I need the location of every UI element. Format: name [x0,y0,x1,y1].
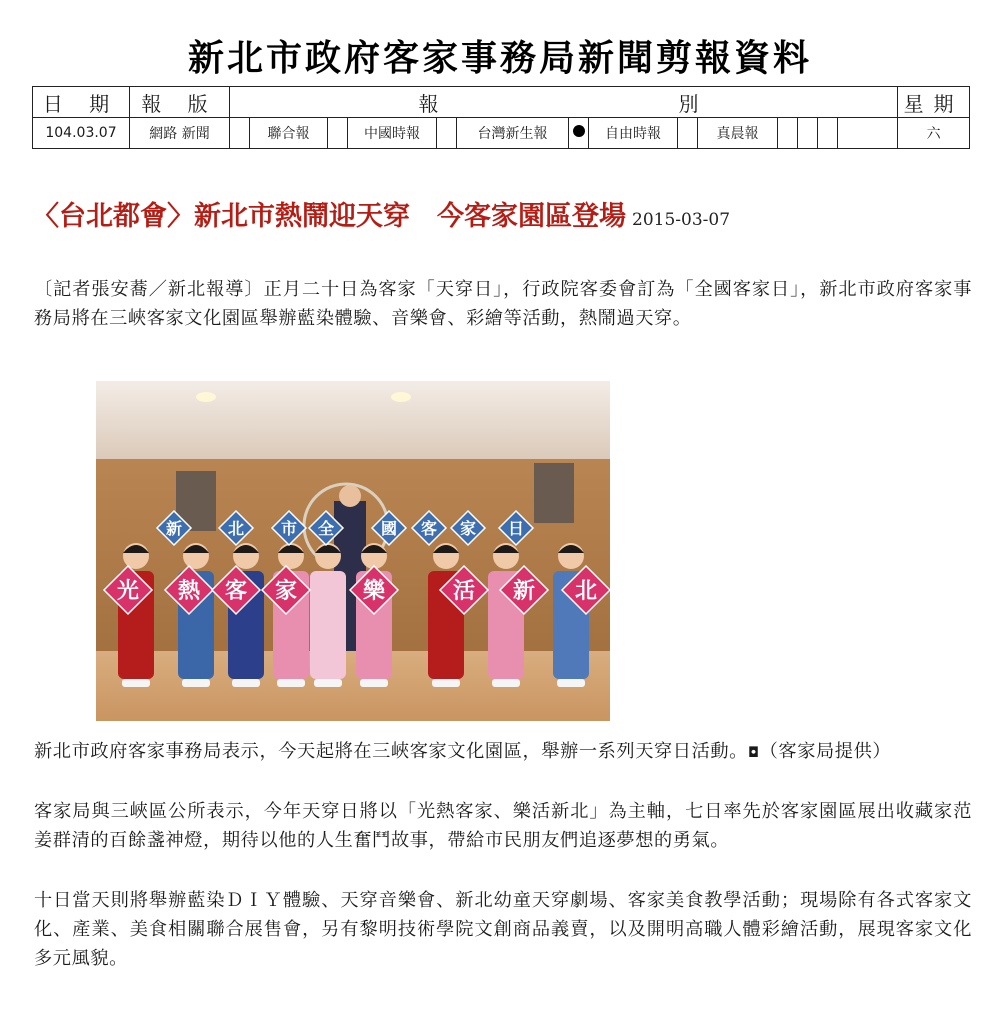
floor [96,651,610,721]
paper-name: 聯合報 [250,118,328,149]
blank-cell [798,118,818,149]
speaker [534,463,574,523]
child-shoes [314,679,342,687]
paper-name: 台灣新生報 [457,118,569,149]
ceiling [96,381,610,466]
sign-character: 市 [280,518,298,538]
sign-character: 樂 [362,578,386,604]
ceiling-light [196,392,216,402]
child-shoes [432,679,460,687]
paper-checkbox [778,118,798,149]
meta-header-row [33,87,970,118]
sign-character: 北 [574,578,598,604]
adult-head [339,485,361,507]
paper-checkbox [328,118,348,149]
sign-character: 北 [227,518,245,538]
paper-name: 中國時報 [348,118,437,149]
sign-character: 國 [380,518,398,538]
header-newspapers: 報 別 [230,87,898,118]
header-weekday: 星期 [898,87,970,118]
meta-value-row [33,118,970,149]
child-shoes [492,679,520,687]
paper-checkbox-selected [569,118,589,149]
sign-character: 光 [116,578,140,604]
caption-credit: （客家局提供） [759,741,892,762]
caption-text: 新北市政府客家事務局表示，今天起將在三峽客家文化園區，舉辦一系列天穿日活動。 [34,741,748,762]
selected-dot-icon [573,125,585,137]
children-holding-signs-photo [96,381,610,721]
article-paragraph-2: 客家局與三峽區公所表示，今年天穿日將以「光熱客家、樂活新北」為主軸，七日率先於客家園區展出收藏家范姜群清的百餘盞神燈，期待以他的人生奮鬥故事，帶給市民朋友們追逐夢想的勇氣。 [34,801,972,851]
sign-character: 新 [512,578,536,604]
sign-character: 熱 [177,578,201,604]
sign-character: 家 [274,578,298,604]
sign-character: 家 [459,518,477,538]
camera-icon: ◘ [747,745,760,761]
value-edition: 網路 新聞 [130,118,230,149]
sign-character: 客 [420,518,438,538]
headline-text: 〈台北都會〉新北市熱鬧迎天穿 今客家園區登場 [32,201,626,232]
blank-cell [838,118,898,149]
photo-caption [34,737,972,768]
sign-character: 日 [507,518,525,538]
child-shoes [232,679,260,687]
value-date: 104.03.07 [33,118,130,149]
child-shoes [557,679,585,687]
article-paragraph-3: 十日當天則將舉辦藍染ＤＩＹ體驗、天穿音樂會、新北幼童天穿劇場、客家美食教學活動；現場除有各式客家文化、產業、美食相關聯合展售會，另有黎明技術學院文創商品義賣，以及開明高職人體彩繪活動，展現客家文化多元風貌。 [34,890,972,969]
child-shoes [360,679,388,687]
child-shoes [277,679,305,687]
paper-name: 真晨報 [698,118,778,149]
header-edition: 報 版 [130,87,230,118]
paper-checkbox [678,118,698,149]
ceiling-light [391,392,411,402]
article-photo [96,381,610,721]
blank-cell [818,118,838,149]
article-paragraph-1: 〔記者張安蕎／新北報導〕正月二十日為客家「天穿日」，行政院客委會訂為「全國客家日」，新北市政府客家事務局將在三峽客家文化園區舉辦藍染體驗、音樂會、彩繪等活動，熱鬧過天穿。 [34,279,972,329]
sign-character: 新 [165,518,183,538]
child-shoes [122,679,150,687]
paper-name: 自由時報 [589,118,678,149]
paper-checkbox [230,118,250,149]
child-outfit [310,571,346,679]
headline-date: 2015-03-07 [632,210,731,230]
header-date: 日 期 [33,87,130,118]
document-title: 新北市政府客家事務局新聞剪報資料 [187,38,812,79]
sign-character: 活 [452,578,476,604]
article-headline [32,194,730,233]
clipping-meta-table [32,86,970,149]
value-weekday: 六 [898,118,970,149]
child-shoes [182,679,210,687]
sign-character: 客 [224,578,248,604]
sign-character: 全 [317,518,335,538]
paper-checkbox [437,118,457,149]
